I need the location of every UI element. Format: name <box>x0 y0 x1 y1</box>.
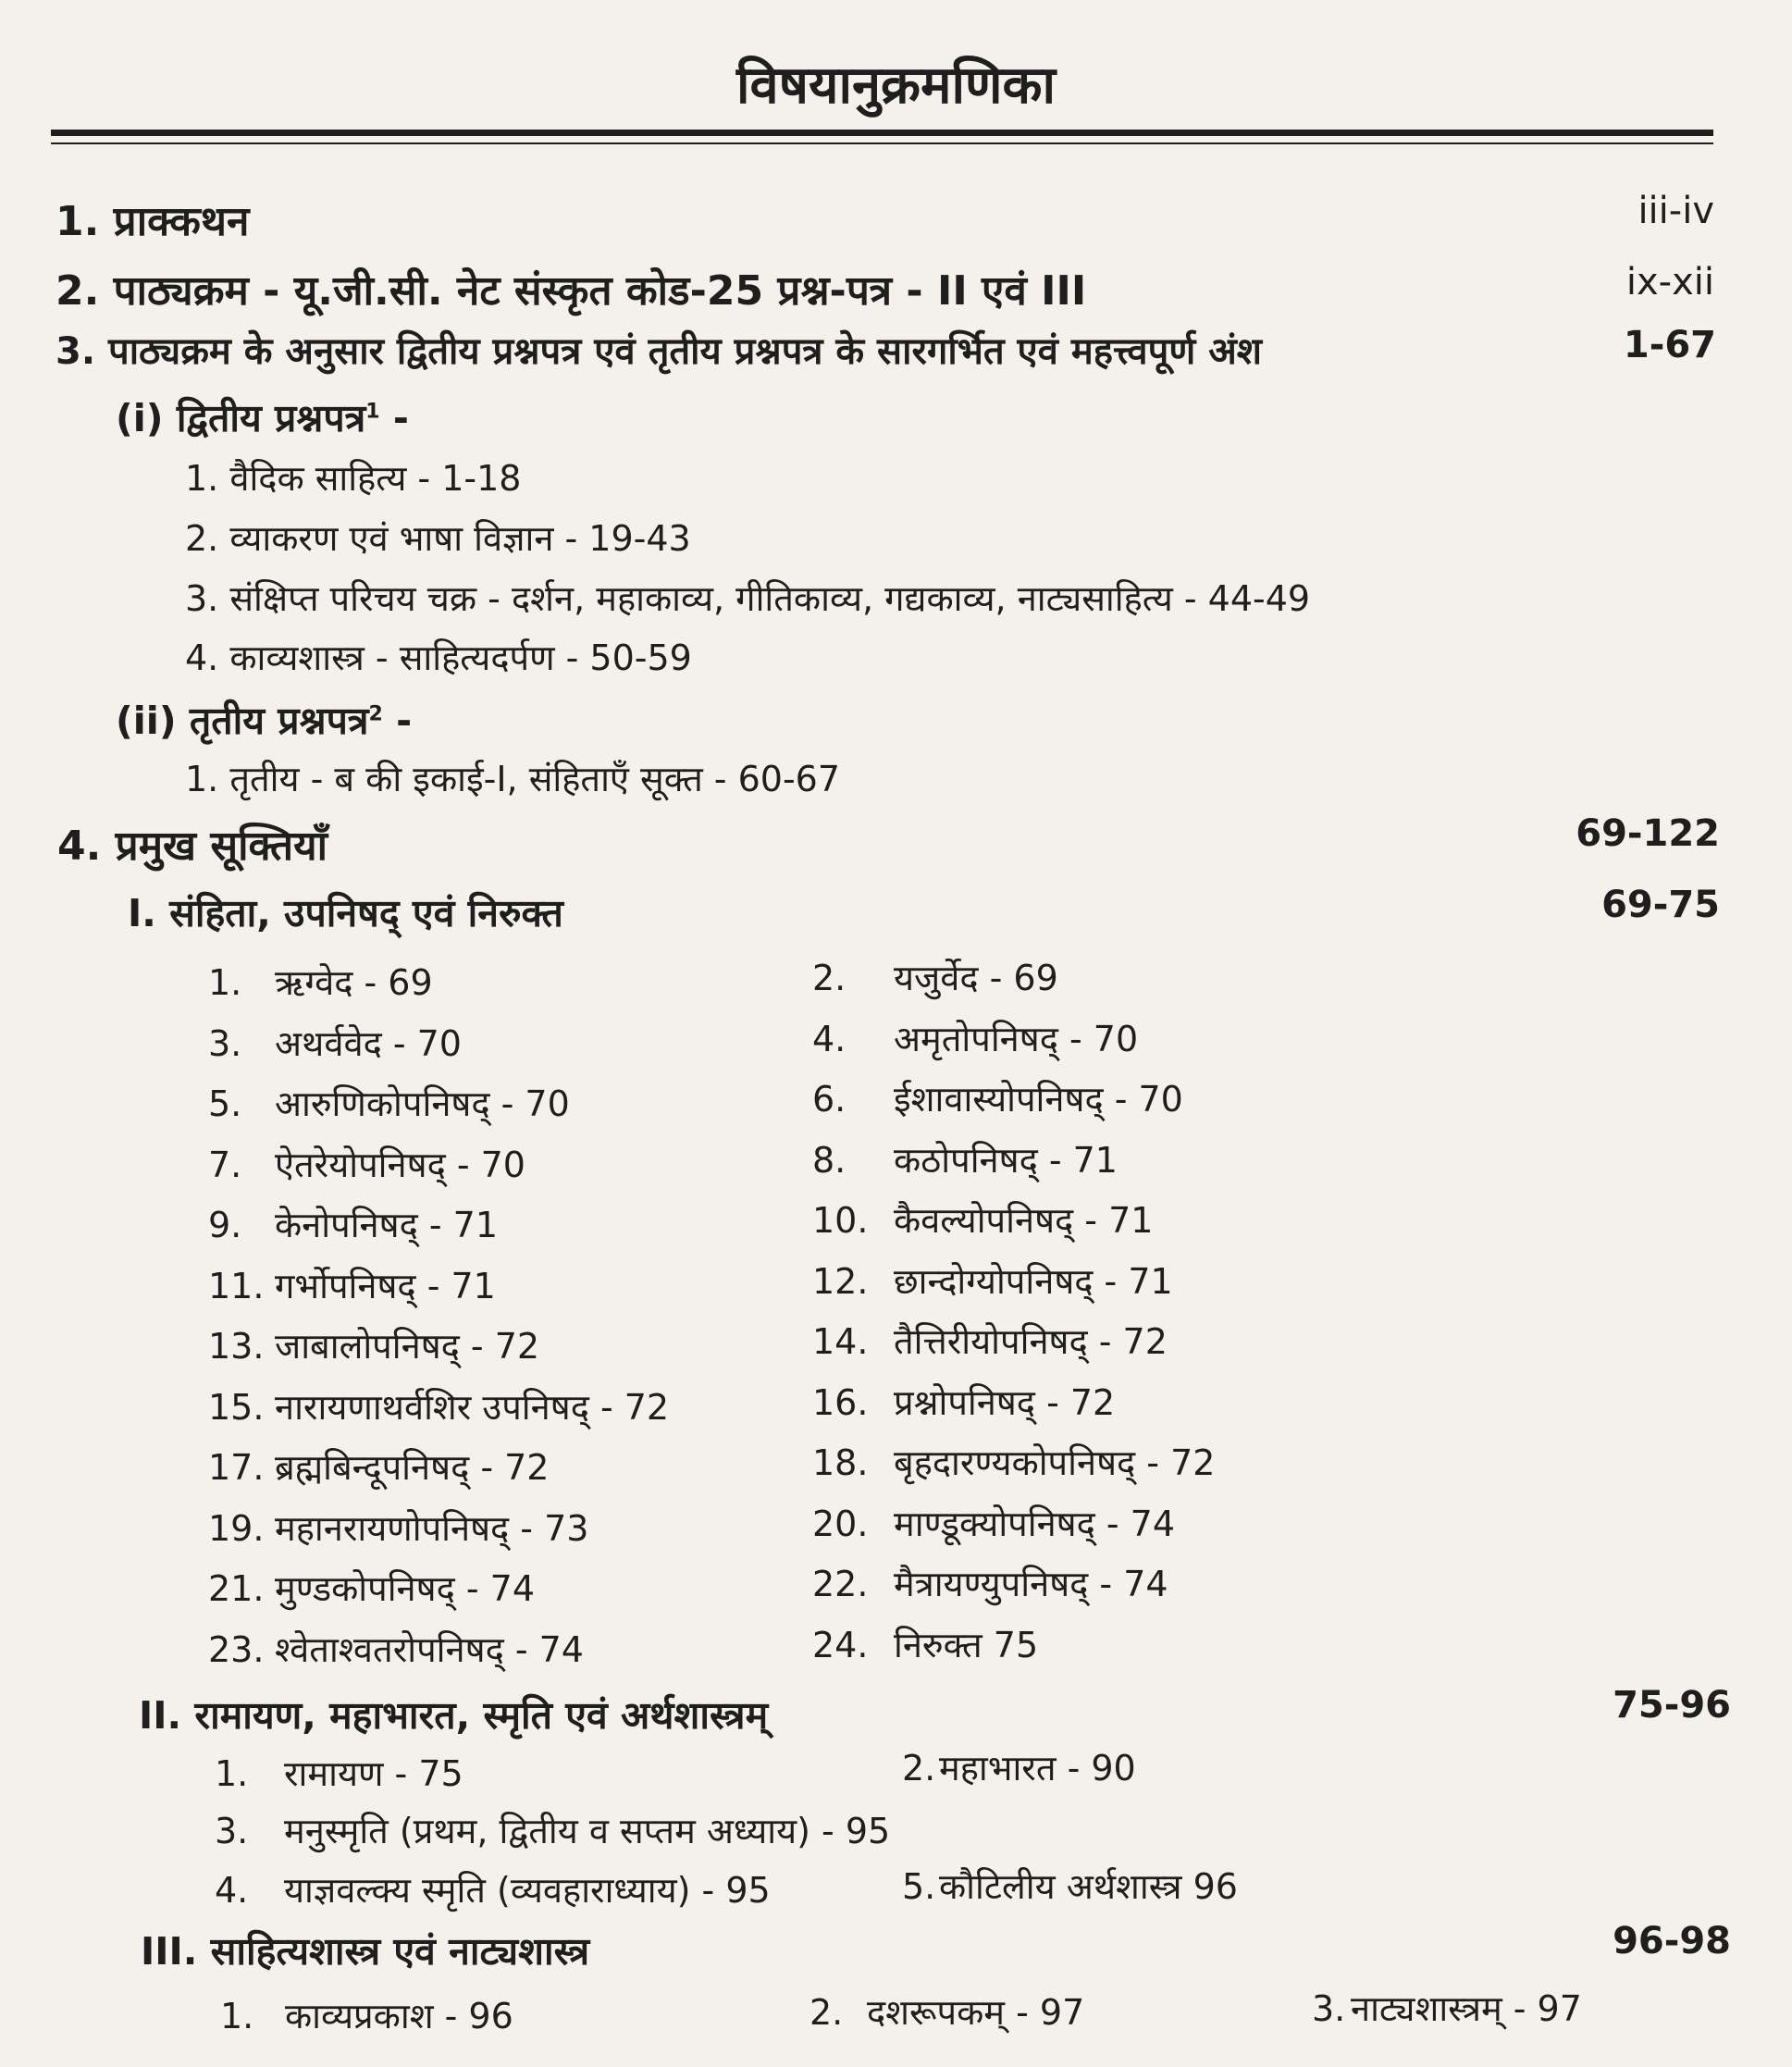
item-number: 11. <box>208 1265 265 1306</box>
list-item <box>812 1378 1115 1426</box>
entry-number: 2. <box>56 267 100 315</box>
item-text: अथर्ववेद - 70 <box>275 1022 462 1064</box>
list-item <box>902 1743 1136 1791</box>
item-text: ऐतरेयोपनिषद् - 70 <box>275 1144 525 1185</box>
item-text: ईशावास्योपनिषद् - 70 <box>894 1079 1183 1120</box>
item-number: 16. <box>812 1381 869 1423</box>
part-1-pages: 69-75 <box>1601 884 1720 926</box>
list-item <box>208 1442 549 1491</box>
item-number: 3. <box>208 1022 242 1064</box>
item-text: ऋग्वेद - 69 <box>275 962 433 1003</box>
item-number: 2. <box>809 1992 844 2033</box>
entry-pages: 1-67 <box>1623 324 1716 366</box>
item-text: नाट्यशास्त्रम् - 97 <box>1351 1988 1582 2029</box>
toc-entry-1 <box>56 192 249 247</box>
item-number: 3. <box>215 1811 249 1851</box>
item-number: 24. <box>812 1624 869 1665</box>
item-text: कैवल्योपनिषद् - 71 <box>894 1200 1154 1241</box>
item-text: मनुस्मृति (प्रथम, द्वितीय व सप्तम अध्याय) - 95 <box>284 1811 891 1851</box>
item-number: 5. <box>208 1083 242 1124</box>
part-1-heading: I. संहिता, उपनिषद् एवं निरुक्त <box>128 891 563 935</box>
part-2-heading: II. रामायण, महाभारत, स्मृति एवं अर्थशास्त्रम् <box>139 1693 769 1738</box>
item-text: छान्दोग्योपनिषद् - 71 <box>894 1260 1173 1302</box>
list-item <box>812 1195 1153 1244</box>
list-item <box>812 1135 1118 1183</box>
item-text: महानरायणोपनिषद् - 73 <box>275 1507 589 1549</box>
list-item <box>208 1140 525 1188</box>
paper-number: (i) <box>116 396 164 440</box>
item-number: 4. <box>812 1018 847 1059</box>
list-item <box>208 1321 539 1369</box>
toc-entry-2 <box>56 261 1086 316</box>
item-text: प्रश्नोपनिषद् - 72 <box>894 1381 1116 1423</box>
entry-pages: iii-iv <box>1638 190 1714 232</box>
entry-number: 3. <box>56 330 96 373</box>
item-text: श्वेताश्वतरोपनिषद् - 74 <box>275 1628 584 1670</box>
list-item <box>812 953 1058 1001</box>
toc-entry-4 <box>57 816 328 872</box>
list-item <box>208 958 433 1006</box>
item-number: 19. <box>208 1507 265 1549</box>
item-text: केनोपनिषद् - 71 <box>275 1205 498 1245</box>
list-item <box>902 1862 1238 1910</box>
item-text: महाभारत - 90 <box>939 1748 1136 1789</box>
item-text: मैत्रायण्युपनिषद् - 74 <box>894 1564 1168 1604</box>
item-number: 12. <box>812 1260 869 1302</box>
item-number: 1. <box>208 962 242 1003</box>
paper-number: (ii) <box>116 699 177 743</box>
item-text: कठोपनिषद् - 71 <box>894 1139 1118 1181</box>
list-item <box>215 1865 771 1913</box>
part-2-pages: 75-96 <box>1613 1684 1731 1727</box>
item-text: निरुक्त 75 <box>894 1624 1039 1665</box>
list-item <box>812 1559 1168 1607</box>
toc-entry-3 <box>56 324 1262 375</box>
footnote-mark: 2 <box>368 702 383 726</box>
item-number: 4. <box>215 1870 249 1911</box>
paper-3-heading <box>116 694 412 746</box>
item-number: 1. <box>215 1753 249 1794</box>
list-item: 4. काव्यशास्त्र - साहित्यदर्पण - 50-59 <box>185 637 692 678</box>
item-number: 2. <box>902 1748 936 1789</box>
list-item <box>215 1749 463 1797</box>
list-item <box>812 1620 1038 1668</box>
list-item <box>809 1987 1084 2036</box>
list-item <box>215 1806 890 1854</box>
paper-label: द्वितीय प्रश्नपत्र <box>176 396 366 440</box>
entry-label: प्रमुख सूक्तियाँ <box>115 823 328 870</box>
list-item: 2. व्याकरण एवं भाषा विज्ञान - 19-43 <box>185 518 691 559</box>
entry-pages: ix-xii <box>1625 261 1714 303</box>
entry-label: प्राक्कथन <box>113 198 250 245</box>
entry-label: पाठ्यक्रम - यू.जी.सी. नेट संस्कृत कोड-25 प्रश्न-पत्र - II एवं III <box>113 267 1087 315</box>
item-number: 20. <box>812 1503 869 1544</box>
item-text: दशरूपकम् - 97 <box>867 1992 1085 2033</box>
title-rule-thick <box>51 130 1713 136</box>
list-item <box>208 1625 584 1673</box>
list-item <box>208 1079 570 1127</box>
page-title: विषयानुक्रमणिका <box>735 56 1057 116</box>
entry-pages: 69-122 <box>1576 812 1720 855</box>
list-item <box>812 1256 1173 1305</box>
paper-label: तृतीय प्रश्नपत्र <box>189 699 369 743</box>
list-item <box>812 1499 1175 1547</box>
list-item <box>812 1317 1168 1365</box>
paper-dash: - <box>392 396 409 440</box>
list-item <box>220 1991 513 2039</box>
list-item <box>812 1438 1215 1486</box>
item-text: माण्डूक्योपनिषद् - 74 <box>894 1503 1176 1544</box>
paper-dash: - <box>396 699 413 743</box>
item-number: 6. <box>812 1079 847 1120</box>
list-item <box>208 1382 669 1430</box>
item-number: 14. <box>812 1321 869 1362</box>
item-number: 9. <box>208 1205 242 1245</box>
list-item: 3. संक्षिप्त परिचय चक्र - दर्शन, महाकाव्य, गीतिकाव्य, गद्यकाव्य, नाट्यसाहित्य - 44-49 <box>185 578 1311 619</box>
entry-label: पाठ्यक्रम के अनुसार द्वितीय प्रश्नपत्र एवं तृतीय प्रश्नपत्र के सारगर्भित एवं महत्त्वपूर्ण अंश <box>107 330 1262 373</box>
item-number: 3. <box>1312 1988 1346 2029</box>
item-text: आरुणिकोपनिषद् - 70 <box>275 1083 570 1124</box>
item-text: काव्यप्रकाश - 96 <box>285 1996 513 2036</box>
item-number: 23. <box>208 1628 265 1670</box>
list-item <box>1312 1984 1582 2032</box>
item-number: 10. <box>812 1200 869 1241</box>
list-item <box>208 1504 588 1552</box>
item-number: 13. <box>208 1326 265 1367</box>
item-text: गर्भोपनिषद् - 71 <box>275 1265 496 1306</box>
paper-2-heading <box>116 391 409 443</box>
item-number: 7. <box>208 1144 242 1185</box>
item-number: 1. <box>220 1996 254 2036</box>
item-text: तैत्तिरीयोपनिषद् - 72 <box>894 1321 1168 1362</box>
item-text: अमृतोपनिषद् - 70 <box>894 1018 1139 1059</box>
item-text: मुण्डकोपनिषद् - 74 <box>275 1568 536 1609</box>
list-item: 1. वैदिक साहित्य - 1-18 <box>185 458 522 499</box>
part-3-heading: III. साहित्यशास्त्र एवं नाट्यशास्त्र <box>141 1929 590 1974</box>
item-text: याज्ञवल्क्य स्मृति (व्यवहाराध्याय) - 95 <box>284 1870 771 1911</box>
item-text: रामायण - 75 <box>284 1753 463 1794</box>
item-text: जाबालोपनिषद् - 72 <box>275 1326 540 1367</box>
item-text: बृहदारण्यकोपनिषद् - 72 <box>894 1442 1216 1483</box>
item-number: 22. <box>812 1564 869 1604</box>
list-item <box>208 1564 535 1612</box>
item-number: 5. <box>902 1866 936 1907</box>
item-number: 18. <box>812 1442 869 1483</box>
list-item <box>208 1019 462 1067</box>
item-number: 8. <box>812 1139 847 1181</box>
entry-number: 4. <box>57 823 102 870</box>
item-text: यजुर्वेद - 69 <box>894 958 1058 998</box>
item-number: 21. <box>208 1568 265 1609</box>
list-item <box>208 1261 496 1309</box>
item-text: ब्रह्मबिन्दूपनिषद् - 72 <box>275 1447 550 1488</box>
item-number: 15. <box>208 1386 265 1428</box>
item-text: कौटिलीय अर्थशास्त्र 96 <box>939 1866 1238 1907</box>
part-3-pages: 96-98 <box>1613 1920 1731 1962</box>
list-item <box>812 1074 1183 1122</box>
item-number: 17. <box>208 1447 265 1488</box>
list-item: 1. तृतीय - ब की इकाई-I, संहिताएँ सूक्त - 60-67 <box>185 759 841 799</box>
list-item <box>812 1014 1138 1062</box>
title-rule-thin <box>51 142 1713 144</box>
item-number: 2. <box>812 958 847 998</box>
list-item <box>208 1200 498 1248</box>
entry-number: 1. <box>56 198 100 245</box>
footnote-mark: 1 <box>365 400 380 424</box>
item-text: नारायणाथर्वशिर उपनिषद् - 72 <box>275 1386 670 1428</box>
